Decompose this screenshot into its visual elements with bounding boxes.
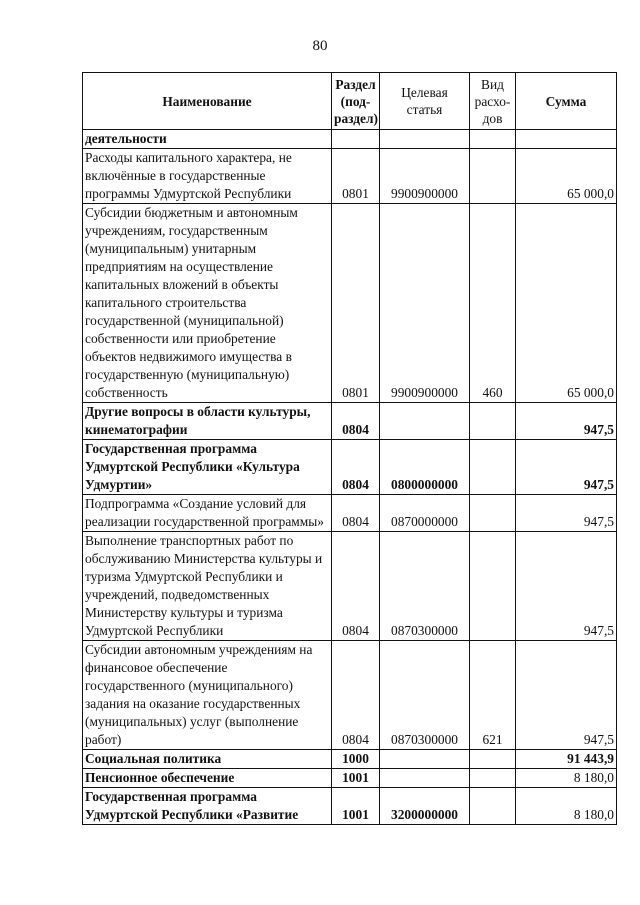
cell-name: Социальная политика (83, 750, 332, 769)
table-row (83, 769, 617, 788)
cell-section: 0804 (332, 440, 380, 495)
cell-name: Государственная программа Удмуртской Республики «Культура Удмуртии» (83, 440, 332, 495)
cell-target (380, 769, 470, 788)
cell-section: 0804 (332, 532, 380, 641)
cell-type (470, 788, 516, 825)
cell-name: деятельности (83, 130, 332, 149)
cell-amount: 91 443,9 (516, 750, 617, 769)
cell-amount: 65 000,0 (516, 149, 617, 204)
cell-section: 1000 (332, 750, 380, 769)
table-row (83, 788, 617, 825)
table-row (83, 149, 617, 204)
cell-amount: 947,5 (516, 495, 617, 532)
header-type: Вид расхо-дов (470, 73, 516, 130)
cell-name: Субсидии бюджетным и автономным учреждениям, государственным (муниципальным) унитарным предприятиям на осуществление капитальных вложений в объекты капитального строительства государственной (муниципальной) собственности или приобретение объектов недвижимого имущества в государственную (муниципальную) собственность (83, 204, 332, 403)
cell-target: 9900900000 (380, 149, 470, 204)
cell-target: 0870300000 (380, 532, 470, 641)
cell-name: Государственная программа Удмуртской Республики «Развитие (83, 788, 332, 825)
header-target: Целевая статья (380, 73, 470, 130)
cell-amount: 947,5 (516, 440, 617, 495)
table-row (83, 641, 617, 750)
cell-type (470, 440, 516, 495)
table-row (83, 130, 617, 149)
cell-amount: 947,5 (516, 532, 617, 641)
cell-target (380, 130, 470, 149)
cell-name: Подпрограмма «Создание условий для реализации государственной программы» (83, 495, 332, 532)
cell-section: 0804 (332, 495, 380, 532)
cell-target: 3200000000 (380, 788, 470, 825)
cell-section: 0801 (332, 149, 380, 204)
cell-amount: 947,5 (516, 641, 617, 750)
cell-name: Пенсионное обеспечение (83, 769, 332, 788)
table-row (83, 532, 617, 641)
table-row (83, 750, 617, 769)
cell-amount: 8 180,0 (516, 788, 617, 825)
cell-target: 9900900000 (380, 204, 470, 403)
cell-target: 0870300000 (380, 641, 470, 750)
cell-amount: 947,5 (516, 403, 617, 440)
cell-target: 0870000000 (380, 495, 470, 532)
table-row (83, 495, 617, 532)
cell-section: 0804 (332, 641, 380, 750)
cell-section: 0801 (332, 204, 380, 403)
table-row (83, 440, 617, 495)
cell-type (470, 149, 516, 204)
table-row (83, 204, 617, 403)
cell-section (332, 130, 380, 149)
header-section: Раздел (под-раздел) (332, 73, 380, 130)
header-name: Наименование (83, 73, 332, 130)
cell-target: 0800000000 (380, 440, 470, 495)
cell-amount: 65 000,0 (516, 204, 617, 403)
cell-name: Субсидии автономным учреждениям на финансовое обеспечение государственного (муниципального) задания на оказание государственных (муниципальных) услуг (выполнение работ) (83, 641, 332, 750)
cell-type (470, 403, 516, 440)
page-number: 80 (312, 38, 328, 54)
cell-section: 1001 (332, 788, 380, 825)
cell-type: 460 (470, 204, 516, 403)
cell-name: Расходы капитального характера, не включённые в государственные программы Удмуртской Республики (83, 149, 332, 204)
cell-name: Выполнение транспортных работ по обслуживанию Министерства культуры и туризма Удмуртской Республики и учреждений, подведомственных Министерству культуры и туризма Удмуртской Республики (83, 532, 332, 641)
cell-section: 1001 (332, 769, 380, 788)
cell-type (470, 495, 516, 532)
cell-section: 0804 (332, 403, 380, 440)
cell-target (380, 403, 470, 440)
table-body (83, 130, 617, 825)
cell-type (470, 750, 516, 769)
cell-amount (516, 130, 617, 149)
header-amount: Сумма (516, 73, 617, 130)
cell-name: Другие вопросы в области культуры, кинематографии (83, 403, 332, 440)
cell-type (470, 130, 516, 149)
table-row (83, 403, 617, 440)
cell-type (470, 532, 516, 641)
cell-type (470, 769, 516, 788)
cell-amount: 8 180,0 (516, 769, 617, 788)
cell-type: 621 (470, 641, 516, 750)
budget-table (82, 72, 617, 825)
cell-target (380, 750, 470, 769)
table-header-row (83, 73, 617, 130)
